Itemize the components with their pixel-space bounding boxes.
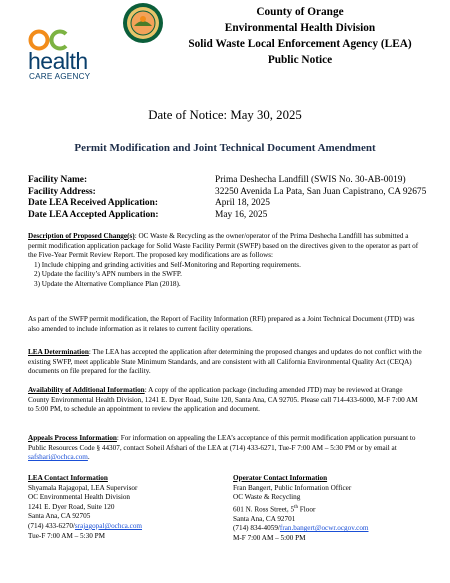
street-text: 601 N. Ross Street, 5 [233,505,295,514]
appeals-text: : For information on appealing the LEA’s acceptance of this permit modification application pursuant to Public Resources Code § 44307, contact Soheil Afshari of the LEA at (714) 433-6271, Tue-F 7:00 AM – 5:30 PM or by email at [28,434,416,452]
description-text: : OC Waste & Recycling as the owner/operator of the Prima Deshecha Landfill has submitted a permit modification application package for Solid Waste Facility Permit (SWFP) based on the directives given to the operator as part of the Five-Year Permit Review Report. The proposed key modifications are as follows: [28,232,419,260]
street-tail: Floor [297,505,316,514]
availability-heading: Availability of Additional Information [28,386,145,394]
availability-text: : A copy of the application package (including amended JTD) may be reviewed at Orange County Environmental Health Division, 1241 E. Dyer Road, Suite 120, Santa Ana, CA 92705. Please call 714-433-6000, M-F 7:00 AM to 5:00 PM, to schedule an appointment to review the application and document. [28,386,418,414]
determination-section [28,348,422,377]
appeals-section [28,434,422,463]
list-item: 1) Include chipping and grinding activities and Self-Monitoring and Reporting requirements. [34,260,301,269]
operator-contact-street [233,503,433,515]
lea-contact-phone-line [28,522,228,532]
fact-date-received [28,198,448,210]
lea-contact-name: Shyamala Rajagopal, LEA Supervisor [28,483,138,492]
list-item: 2) Update the facility’s APN numbers in the SWFP. [34,270,182,279]
modification-list [28,261,422,290]
header-agency: Solid Waste Local Enforcement Agency (LEA) [188,38,412,50]
lea-contact-phone: (714) 433-6270/ [28,521,75,530]
facility-facts [28,175,448,221]
appeals-tail: . [87,453,90,462]
fact-facility-name [28,175,448,187]
header-county: County of Orange [256,6,344,18]
availability-section [28,386,422,415]
description-section [28,232,422,290]
appeals-heading: Appeals Process Information [28,434,117,442]
fact-value: May 16, 2025 [215,209,268,220]
street-sup: th [294,504,298,510]
lea-contact-org: OC Environmental Health Division [28,493,131,502]
header-division: Environmental Health Division [224,22,376,34]
document-title: Permit Modification and Joint Technical Document Amendment [74,142,376,154]
fact-value: 32250 Avenida La Pata, San Juan Capistrano, CA 92675 [215,186,427,197]
appeals-email-link[interactable]: safshari@ochca.com [28,453,88,462]
lea-contact-email-link[interactable]: srajagopal@ochca.com [74,521,143,530]
operator-contact-hours: M-F 7:00 AM – 5:00 PM [233,533,306,542]
description-heading: Description of Proposed Change(s) [28,232,135,240]
operator-contact-city: Santa Ana, CA 92701 [233,514,296,523]
lea-contact-city: Santa Ana, CA 92705 [28,512,91,521]
operator-contact-heading: Operator Contact Information [233,474,328,482]
operator-contact-name: Fran Bangert, Public Information Officer [233,483,352,492]
operator-contact-phone: (714) 834-4059/ [233,524,280,533]
logo-brand-text: health [28,48,88,74]
lea-contact-street: 1241 E. Dyer Road, Suite 120 [28,502,115,511]
determination-heading: LEA Determination [28,348,89,356]
operator-contact-email-link[interactable]: fran.bangert@ocwr.ocgov.com [279,524,369,533]
fact-value: Prima Deshecha Landfill (SWIS No. 30-AB-0019) [215,175,406,185]
fact-label: Date LEA Accepted Application: [28,209,159,220]
header-public-notice: Public Notice [267,54,333,66]
fact-label: Facility Address: [28,186,96,197]
fact-date-accepted [28,210,448,222]
oc-health-logo [28,28,102,88]
determination-text: : The LEA has accepted the application after determining the proposed changes and updates do not conflict with the existing SWFP, meet applicable State Minimum Standards, and are consistent with all California Environmental Quality Act (CEQA) documents on file prepared for the facility. [28,348,422,376]
fact-value: April 18, 2025 [215,198,270,209]
operator-contact [233,474,433,544]
fact-label: Facility Name: [28,175,88,185]
agency-header [150,4,450,68]
lea-contact-heading: LEA Contact Information [28,474,108,482]
operator-contact-org: OC Waste & Recycling [233,493,301,502]
fact-facility-address [28,187,448,199]
logo-subtitle: CARE AGENCY [29,72,91,81]
fact-label: Date LEA Received Application: [28,198,158,209]
rfi-paragraph: As part of the SWFP permit modification, the Report of Facility Information (RFI) prepared as a Joint Technical Document (JTD) was also amended to include information as it relates to current facility operations. [28,315,415,333]
lea-contact-hours: Tue-F 7:00 AM – 5:30 PM [28,531,106,540]
lea-contact [28,474,228,541]
list-item: 3) Update the Alternative Compliance Plan (2018). [34,279,181,288]
operator-contact-phone-line [233,524,433,534]
notice-date: Date of Notice: May 30, 2025 [148,108,302,122]
